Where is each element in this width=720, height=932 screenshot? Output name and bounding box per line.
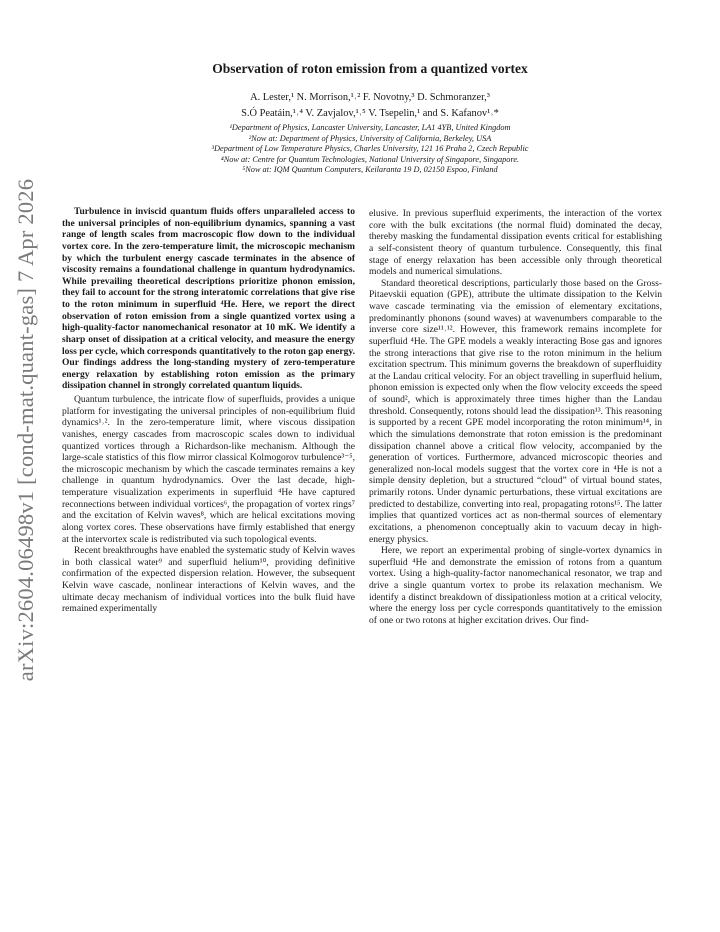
- affiliation: ⁵Now at: IQM Quantum Computers, Keilaranta 19 D, 02150 Espoo, Finland: [242, 165, 498, 175]
- affiliation: ²Now at: Department of Physics, University of California, Berkeley, USA: [248, 133, 492, 143]
- right-column: [369, 208, 662, 627]
- arxiv-identifier: [6, 178, 46, 682]
- author-list: [60, 90, 680, 121]
- left-column: [62, 206, 355, 615]
- affiliation: ³Department of Low Temperature Physics, Charles University, 121 16 Praha 2, Czech Republic: [211, 144, 529, 154]
- arxiv-identifier-text: arXiv:2604.06498v1 [cond-mat.quant-gas] 7 Apr 2026: [13, 178, 39, 682]
- author-line: A. Lester,¹ N. Morrison,¹˒² F. Novotny,³ D. Schmoranzer,³: [250, 92, 490, 103]
- body-paragraph: Quantum turbulence, the intricate flow of superfluids, provides a unique platform for investigating the universal principles of non-equilibrium fluid dynamics¹˒². In the zero-temperature limit, where viscous dissipation vanishes, energy cascades from macroscopic scales down to individual quantized vortices through a Richardson-like mechanism. Although the large-scale statistics of this flow mirror classical Kolmogorov turbulence³⁻⁵, the microscopic mechanism by which the cascade terminates remains a key challenge in quantum hydrodynamics. Over the last decade, high-temperature visualization experiments in superfluid ⁴He have captured reconnections between individual vortices⁶, the propagation of vortex rings⁷ and the excitation of Kelvin waves⁸, which are helical excitations moving along vortex cores. These observations have firmly established that energy at the intervortex scale is redistributed via such topological events.: [62, 394, 355, 545]
- abstract: Turbulence in inviscid quantum fluids offers unparalleled access to the universal principles of non-equilibrium dynamics, spanning a vast range of length scales from macroscopic flow down to the individual vortex core. In the zero-temperature limit, the microscopic mechanism by which the turbulent energy cascade terminates in the absence of viscosity remains a foundational challenge in quantum hydrodynamics. While prevailing theoretical descriptions prioritize phonon emission, they fail to account for the strong interatomic correlations that give rise to the roton minimum in superfluid ⁴He. Here, we report the direct observation of roton emission from a single quantized vortex using a high-quality-factor nanomechanical resonator at 10 mK. We identify a sharp onset of dissipation at a critical velocity, and measure the energy loss per cycle, which corresponds quantitatively to the roton gap energy. Our findings address the long-standing mystery of zero-temperature energy relaxation by establishing roton emission as the primary dissipation channel in strongly correlated quantum liquids.: [62, 206, 355, 392]
- paper-title: Observation of roton emission from a quantized vortex: [212, 61, 528, 76]
- author-line: S.Ó Peatáin,¹˒⁴ V. Zavjalov,¹˒⁵ V. Tsepelin,¹ and S. Kafanov¹˒*: [241, 107, 499, 119]
- body-paragraph: Standard theoretical descriptions, particularly those based on the Gross-Pitaevskii equation (GPE), attribute the ultimate dissipation to the Kelvin wave cascade terminating via the emission of elementary excitations, predominantly phonons (sound waves) at wavenumbers comparable to the inverse core size¹¹˒¹². However, this framework remains incomplete for superfluid ⁴He. The GPE models a weakly interacting Bose gas and ignores the strong interactions that give rise to the roton minimum in the helium excitation spectrum. This minimum governs the breakdown of superfluidity at the Landau critical velocity. For an object travelling in superfluid helium, phonon emission is expected only when the flow velocity exceeds the speed of sound², which is approximately three times higher than the Landau threshold. Consequently, rotons should lead the dissipation¹³. This reasoning is supported by a recent GPE model incorporating the roton minimum¹⁴, in which the simulations demonstrate that roton emission is the predominant dissipation channel above a critical flow velocity, accompanied by the generation of vortices. Furthermore, advanced microscopic theories and generalized non-local models suggest that the vortex core in ⁴He is not a simple density depletion, but a structured “cloud” of virtual bound states, primarily rotons. Under dynamic perturbations, these virtual excitations are predicted to destabilize, converting into real, propagating rotons¹⁵. The latter implies that quantized vortices act as non-thermal sources of elementary excitations, a phenomenon conceptually akin to vacuum decay in high-energy physics.: [369, 277, 662, 545]
- affiliation-list: [60, 123, 680, 176]
- body-paragraph: elusive. In previous superfluid experiments, the interaction of the vortex core with the bulk excitations (the normal fluid) dominated the decay, thereby masking the fundamental dissipation events critical for establishing a self-consistent theory of quantum turbulence. Consequently, this final stage of energy relaxation has been accessible only through theoretical models and numerical simulations.: [369, 208, 662, 278]
- body-paragraph: Here, we report an experimental probing of single-vortex dynamics in superfluid ⁴He and demonstrate the emission of rotons from a quantum vortex. Using a high-quality-factor nanomechanical resonator, we trap and drive a single quantum vortex to probe its relaxation mechanism. We identify a distinct breakdown of dissipationless motion at a critical velocity, where the energy loss per cycle corresponds quantitatively to the emission of one or two rotons at higher excitation drives. Our find-: [369, 545, 662, 626]
- body-paragraph: Recent breakthroughs have enabled the systematic study of Kelvin waves in both classical water⁹ and superfluid helium¹⁰, providing definitive confirmation of the expected dispersion relation. However, the subsequent Kelvin wave cascade, nonlinear interactions of Kelvin waves, and the ultimate decay mechanism of individual vortices into the bulk fluid have remained experimentally: [62, 545, 355, 615]
- affiliation: ⁴Now at: Centre for Quantum Technologies, National University of Singapore, Singapore.: [220, 154, 520, 164]
- affiliation: ¹Department of Physics, Lancaster University, Lancaster, LA1 4YB, United Kingdom: [229, 123, 511, 132]
